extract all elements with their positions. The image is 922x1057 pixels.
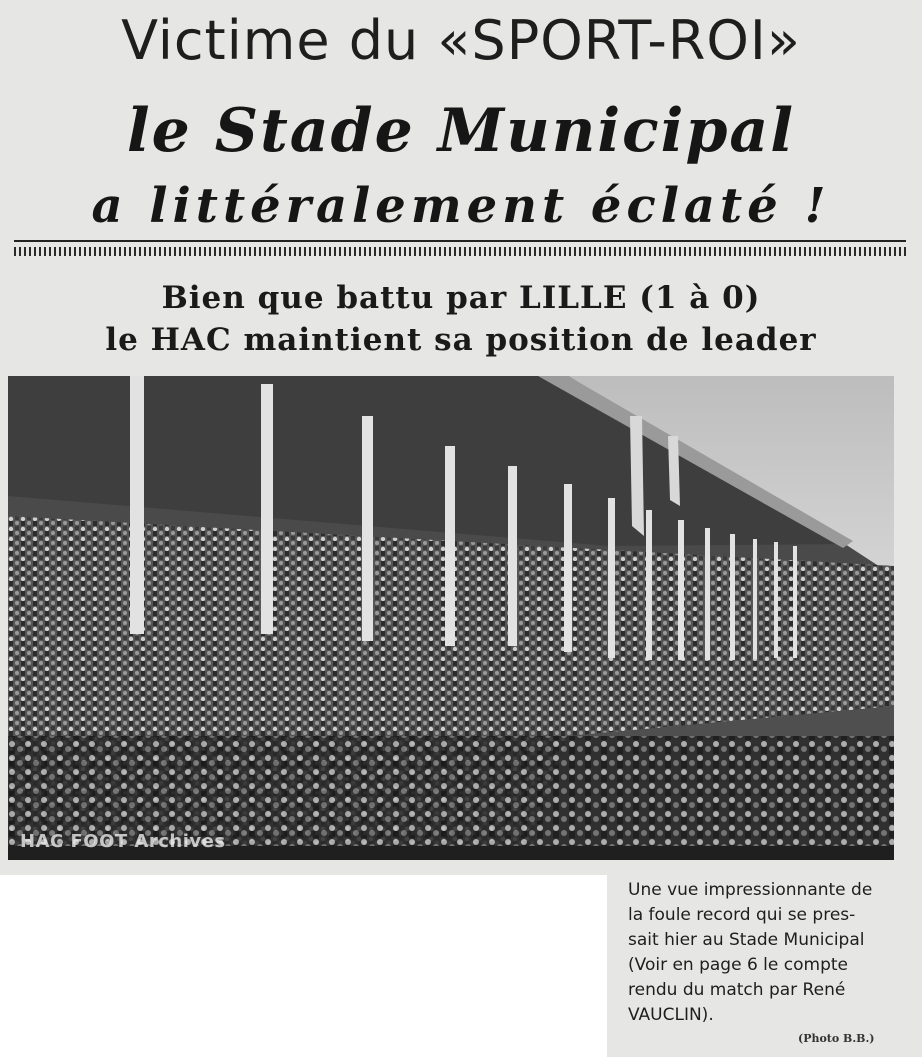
main-headline-line-1: le Stade Municipal (126, 96, 796, 166)
photo-credit: (Photo B.B.) (798, 1032, 875, 1045)
decorative-rule (14, 240, 906, 258)
caption-line: la foule record qui se pres- (628, 905, 856, 925)
photo-caption (628, 878, 906, 1028)
photo-watermark: HAC FOOT Archives (20, 831, 226, 852)
caption-line: (Voir en page 6 le compte (628, 955, 848, 975)
stadium-illustration (8, 376, 894, 860)
kicker-headline: Victime du «SPORT-ROI» (121, 9, 801, 72)
caption-line: sait hier au Stade Municipal (628, 930, 865, 950)
main-headline-line-2: a littéralement éclaté ! (91, 178, 831, 234)
subheadline-line-1: Bien que battu par LILLE (1 à 0) (161, 280, 761, 316)
subheadline-line-2: le HAC maintient sa position de leader (105, 322, 817, 358)
caption-line: rendu du match par René (628, 980, 846, 1000)
caption-line: Une vue impressionnante de (628, 880, 873, 900)
stadium-crowd-photo (8, 376, 894, 860)
caption-line: VAUCLIN). (628, 1005, 714, 1025)
